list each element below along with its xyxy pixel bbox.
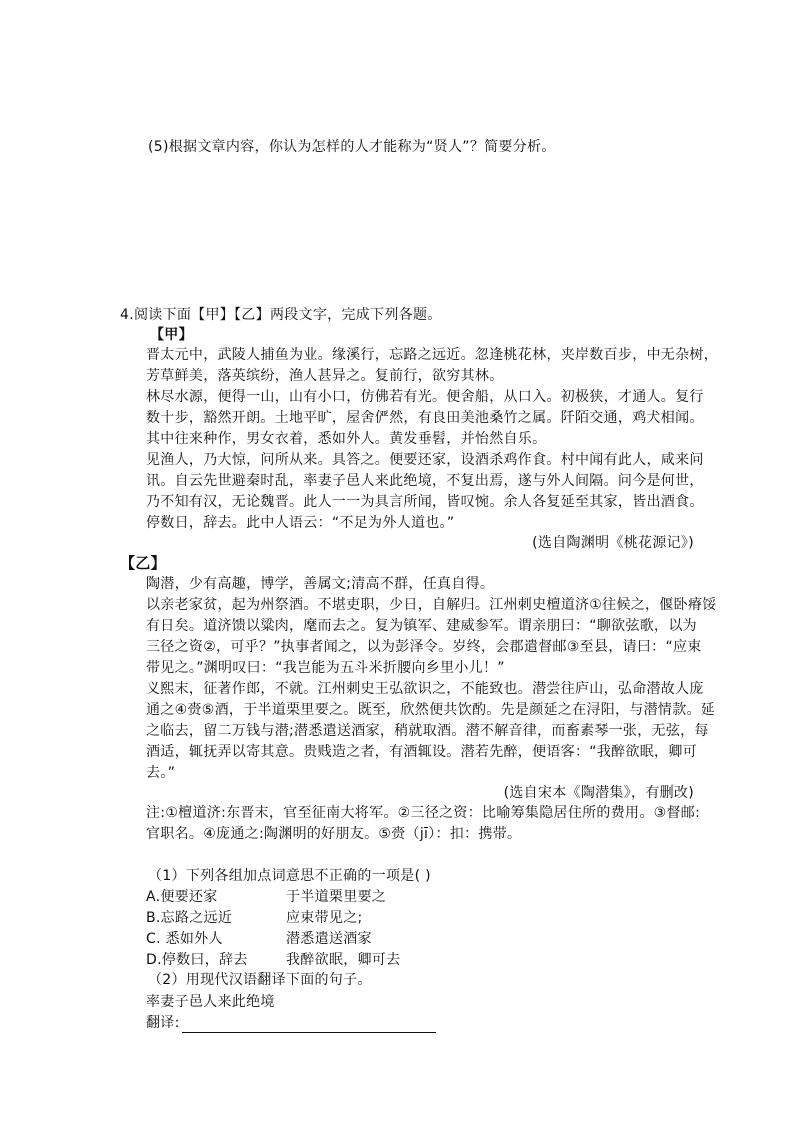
jia-line: 林尽水源，便得一山，山有小口，仿佛若有光。便舍船，从口入。初极狭，才通人。复行 (146, 389, 704, 405)
jia-line: 见渔人，乃大惊，问所从来。具答之。便要还家，设酒杀鸡作食。村中闻有此人，咸来问 (146, 452, 704, 468)
option-d-right: 我醉欲眠，卿可去 (286, 952, 401, 968)
option-d[interactable] (146, 950, 400, 970)
yi-source: (选自宋本《陶潜集》，有删改) (503, 785, 694, 801)
option-c[interactable] (146, 929, 372, 949)
sub-question-1: （1）下列各组加点词意思不正确的一项是( ) (148, 868, 431, 884)
option-d-left: D.停数曰，辞去 (146, 952, 248, 968)
option-a-left: A.便要还家 (146, 889, 218, 905)
sub-question-2: （2）用现代汉语翻译下面的句子。 (148, 972, 372, 988)
yi-line: 去。” (146, 765, 176, 781)
jia-heading: 【甲】 (150, 327, 193, 343)
option-c-right: 潜悉遣送酒家 (286, 931, 372, 947)
option-b-left: B.忘路之远近 (146, 910, 233, 926)
yi-line: 义熙末，征著作郎，不就。江州刺史王弘欲识之，不能致也。潜尝往庐山，弘命潜故人庞 (146, 681, 704, 697)
yi-line: 酒适，辄抚弄以寄其意。贵贱造之者，有酒辄设。潜若先醉，便语客：“我醉欲眠，卿可 (146, 744, 697, 760)
jia-line: 其中往来种作，男女衣着，悉如外人。黄发垂髫，并怡然自乐。 (146, 431, 547, 447)
jia-line: 乃不知有汉，无论魏晋。此人一一为具言所闻，皆叹惋。余人各复延至其家，皆出酒食。 (146, 494, 704, 510)
question-4-prompt: 4.阅读下面【甲】【乙】两段文字，完成下列各题。 (120, 307, 442, 323)
option-b[interactable] (146, 908, 363, 928)
yi-line: 带见之。”渊明叹曰：“我岂能为五斗米折腰向乡里小儿！” (146, 660, 505, 676)
footnote: 注:①檀道济:东晋末，官至征南大将军。②三径之资：比喻筹集隐居住所的费用。③督邮: (146, 805, 701, 821)
translate-row (146, 1013, 436, 1033)
yi-line: 通之④赍⑤酒，于半道栗里要之。既至，欣然便共饮酌。先是颜延之在浔阳，与潜情款。延 (146, 702, 716, 718)
yi-heading: 【乙】 (120, 554, 166, 572)
yi-line: 以亲老家贫，起为州祭酒。不堪吏职，少日，自解归。江州刺史檀道济①往候之，偃卧瘠馁 (146, 597, 717, 613)
jia-line: 芳草鲜美，落英缤纷，渔人甚异之。复前行，欲穷其林。 (146, 368, 504, 384)
answer-blank[interactable] (182, 1016, 436, 1033)
jia-line: 数十步，豁然开朗。土地平旷，屋舍俨然，有良田美池桑竹之属。阡陌交通，鸡犬相闻。 (146, 410, 704, 426)
jia-line: 停数日，辞去。此中人语云：“不足为外人道也。” (146, 515, 455, 531)
yi-line: 有日矣。道济馈以粱肉，麾而去之。复为镇军、建威参军。谓亲朋曰：“聊欲弦歌，以为 (146, 618, 697, 634)
jia-line: 讯。自云先世避秦时乱，率妻子邑人来此绝境，不复出焉，遂与外人间隔。问今是何世， (146, 473, 704, 489)
yi-line: 三径之资②，可乎？”执事者闻之，以为彭泽令。岁终，会郡遣督邮③至县，请曰：“应束 (146, 639, 702, 655)
option-b-right: 应束带见之; (286, 910, 363, 926)
option-c-left: C. 悉如外人 (146, 931, 223, 947)
yi-line: 陶潜，少有高趣，博学，善属文;清高不群，任真自得。 (146, 576, 495, 592)
footnote: 官职名。④庞通之:陶渊明的好朋友。⑤赍（jī）：扣：携带。 (146, 826, 522, 842)
jia-line: 晋太元中，武陵人捕鱼为业。缘溪行，忘路之远近。忽逢桃花林，夹岸数百步，中无杂树， (146, 347, 718, 363)
translate-label: 翻译: (146, 1015, 180, 1031)
option-a[interactable] (146, 887, 386, 907)
yi-line: 之临去，留二万钱与潜;潜悉遣送酒家，稍就取酒。潜不解音律，而畜素琴一张，无弦，每 (146, 723, 709, 739)
question-5: (5)根据文章内容，你认为怎样的人才能称为“贤人”？简要分析。 (148, 139, 556, 155)
jia-source: (选自陶渊明《桃花源记》) (532, 535, 694, 551)
option-a-right: 于半道栗里要之 (286, 889, 387, 905)
translate-sentence: 率妻子邑人来此绝境 (146, 994, 275, 1010)
